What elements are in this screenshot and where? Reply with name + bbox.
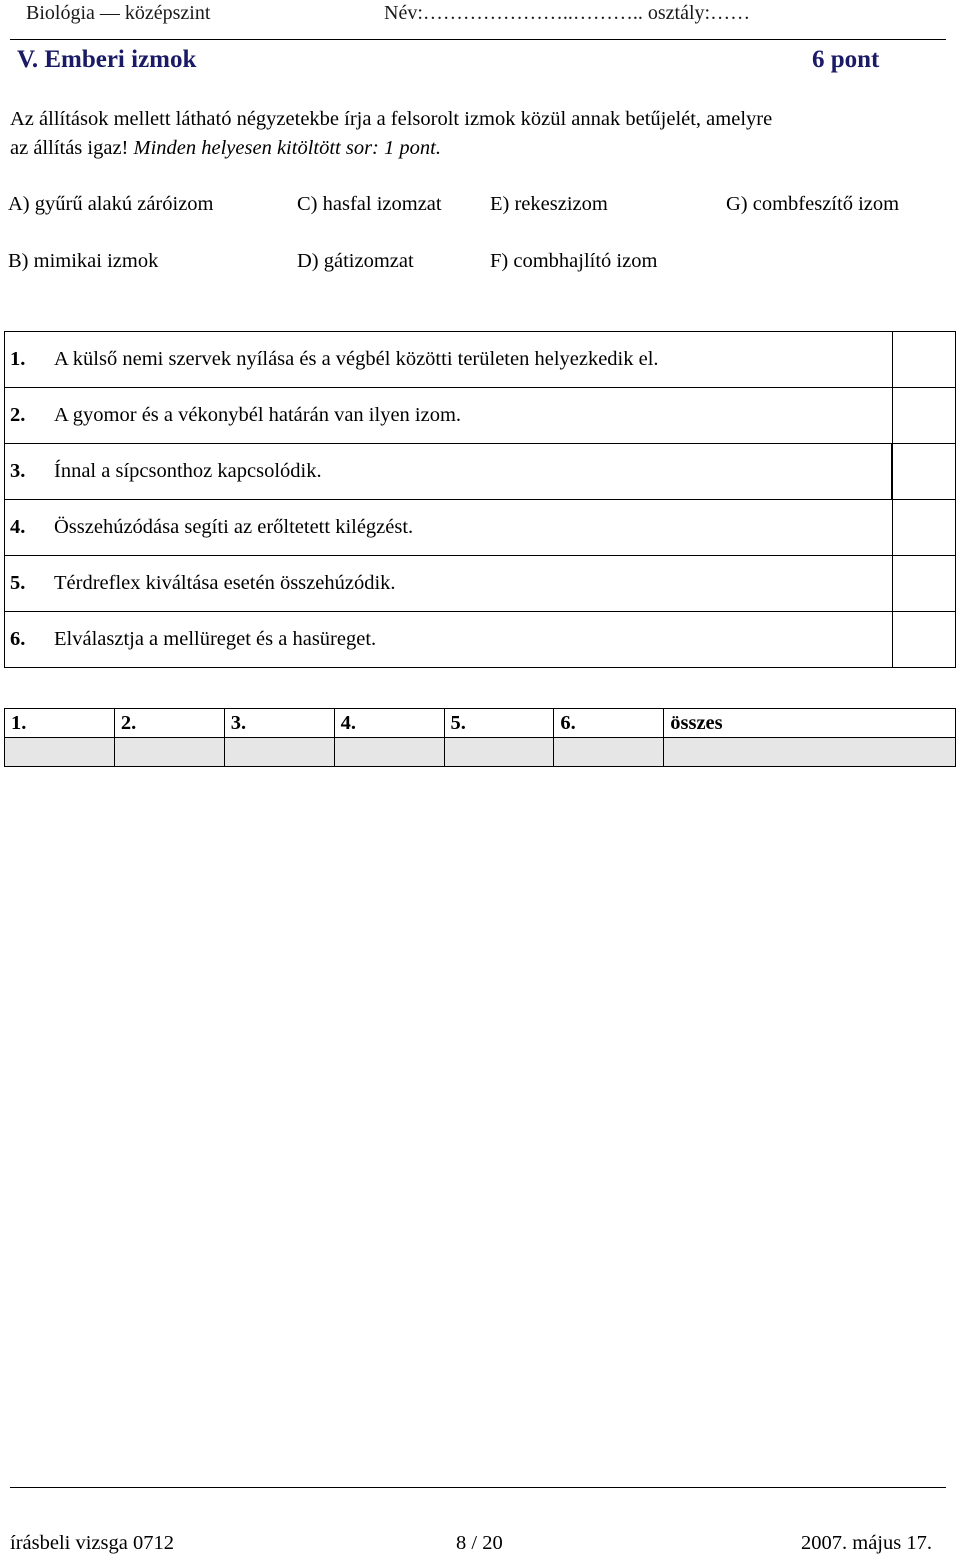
section-points: 6 pont [812, 46, 880, 73]
score-table [4, 708, 956, 767]
answer-box[interactable] [893, 444, 956, 500]
score-label: 2. [114, 709, 224, 738]
option-e: E) rekeszizom [490, 193, 608, 215]
question-row [5, 556, 956, 612]
answer-box[interactable] [893, 500, 956, 556]
question-number: 3. [5, 444, 53, 500]
question-number: 1. [5, 332, 53, 388]
option-d: D) gátizomzat [297, 250, 414, 272]
question-row [5, 612, 956, 668]
answer-box-divider [891, 444, 892, 499]
footer-date: 2007. május 17. [801, 1532, 932, 1554]
question-row [5, 388, 956, 444]
question-row [5, 444, 956, 500]
question-text [52, 444, 893, 500]
score-label: 4. [334, 709, 444, 738]
instruction-line-1: Az állítások mellett látható négyzetekbe írja a felsorolt izmok közül annak betűjelét, amelyre [10, 108, 773, 130]
answer-box[interactable] [893, 388, 956, 444]
option-c: C) hasfal izomzat [297, 193, 442, 215]
score-cell[interactable] [554, 738, 664, 767]
score-label: 1. [5, 709, 115, 738]
question-number: 6. [5, 612, 53, 668]
question-text: A külső nemi szervek nyílása és a végbél közötti területen helyezkedik el. [52, 332, 893, 388]
score-label: 5. [444, 709, 554, 738]
question-text: A gyomor és a vékonybél határán van ilyen izom. [52, 388, 893, 444]
header-rule [10, 39, 946, 40]
question-row [5, 500, 956, 556]
score-labels-row [5, 709, 956, 738]
instruction-text: az állítás igaz! [10, 137, 134, 159]
footer-exam-code: írásbeli vizsga 0712 [10, 1532, 174, 1554]
question-text: Összehúzódása segíti az erőltetett kilégzést. [52, 500, 893, 556]
option-b: B) mimikai izmok [8, 250, 159, 272]
question-number: 4. [5, 500, 53, 556]
footer-rule [10, 1487, 946, 1488]
score-cell[interactable] [5, 738, 115, 767]
question-row [5, 332, 956, 388]
instruction-line-2 [10, 137, 441, 160]
question-text: Térdreflex kiváltása esetén összehúzódik. [52, 556, 893, 612]
score-label: 6. [554, 709, 664, 738]
answer-box[interactable] [893, 332, 956, 388]
option-a: A) gyűrű alakú záróizom [8, 193, 214, 215]
question-table [4, 331, 956, 668]
score-cell[interactable] [114, 738, 224, 767]
score-cell[interactable] [224, 738, 334, 767]
score-label: 3. [224, 709, 334, 738]
option-f: F) combhajlító izom [490, 250, 658, 272]
score-label-total: összes [664, 709, 956, 738]
score-cell[interactable] [334, 738, 444, 767]
question-number: 2. [5, 388, 53, 444]
question-text: Elválasztja a mellüreget és a hasüreget. [52, 612, 893, 668]
score-cell-total[interactable] [664, 738, 956, 767]
section-title: V. Emberi izmok [17, 46, 197, 73]
option-g: G) combfeszítő izom [726, 193, 900, 215]
score-cell[interactable] [444, 738, 554, 767]
question-text-content: Ínnal a sípcsonthoz kapcsolódik. [54, 460, 322, 482]
scoring-note: Minden helyesen kitöltött sor: 1 pont. [133, 137, 441, 159]
answer-box[interactable] [893, 556, 956, 612]
header-name-field: Név:…………………..……….. osztály:…… [384, 2, 751, 24]
question-number: 5. [5, 556, 53, 612]
header-subject: Biológia — középszint [26, 2, 211, 24]
score-values-row [5, 738, 956, 767]
answer-box[interactable] [893, 612, 956, 668]
footer-page-number: 8 / 20 [456, 1532, 503, 1554]
